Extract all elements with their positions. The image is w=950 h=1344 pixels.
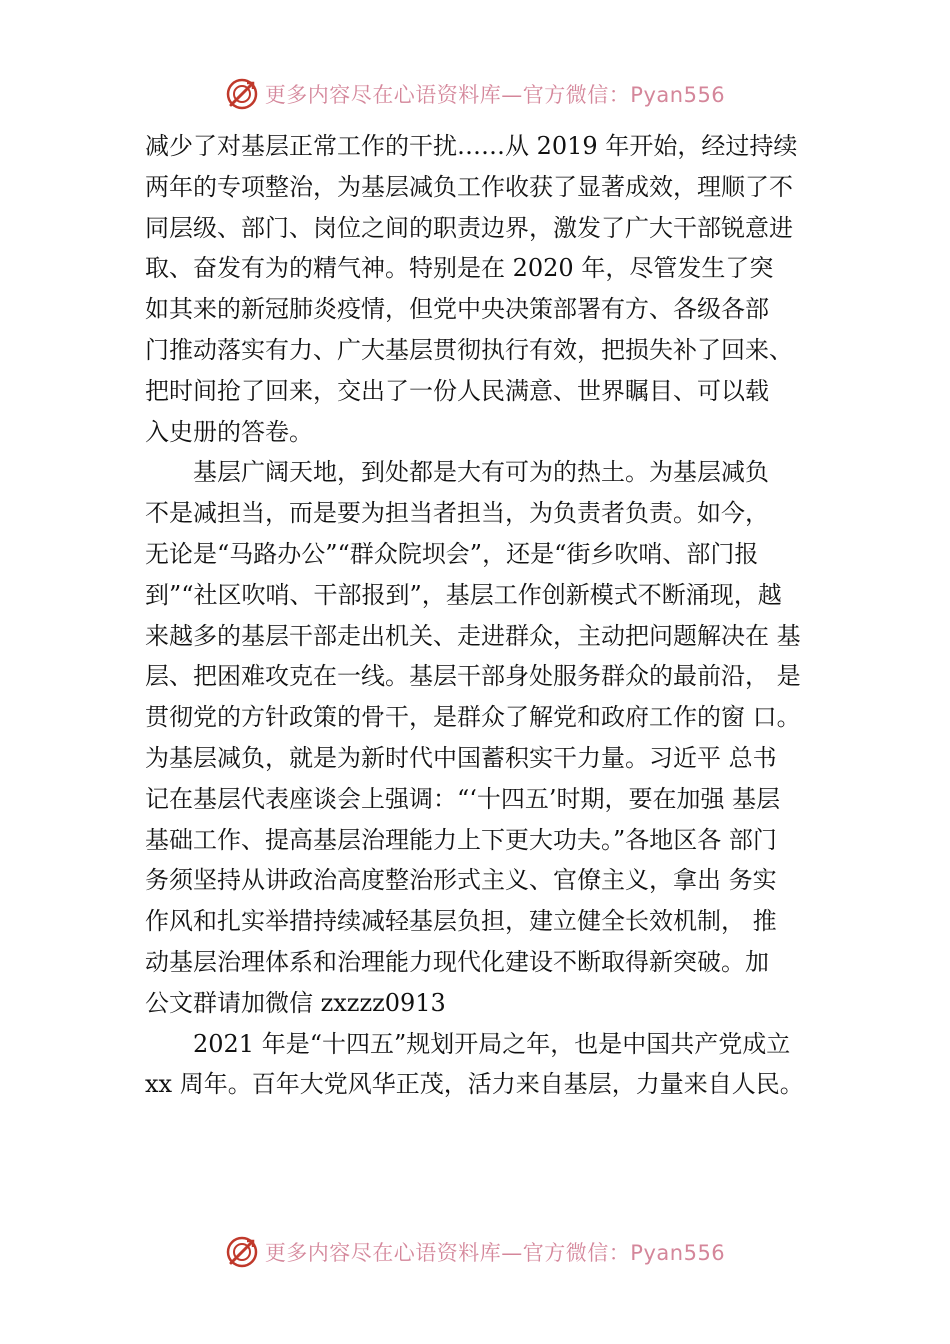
text-line: 动基层治理体系和治理能力现代化建设不断取得新突破。加 (145, 947, 769, 976)
text-line: 不是减担当，而是要为担当者担当，为负责者负责。如今， (145, 499, 769, 528)
header-banner-text: 更多内容尽在心语资料库—官方微信：Pyan556 (264, 83, 726, 107)
text-line: 减少了对基层正常工作的干扰……从 2019 年开始，经过持续 (145, 132, 798, 160)
text-line: 务须坚持从讲政治高度整治形式主义、官僚主义，拿出 务实 (145, 866, 777, 895)
text-line: 作风和扎实举措持续减轻基层负担，建立健全长效机制， 推 (145, 907, 777, 936)
text-line: 如其来的新冠肺炎疫情，但党中央决策部署有方、各级各部 (145, 295, 769, 324)
footer-banner-text: 更多内容尽在心语资料库—官方微信：Pyan556 (264, 1241, 726, 1265)
text-line: 无论是“马路办公”“群众院坝会”，还是“街乡吹哨、部门报 (145, 539, 759, 568)
text-line: 基层广阔天地，到处都是大有可为的热土。为基层减负 (145, 458, 769, 487)
logo-icon (225, 1235, 259, 1269)
text-line: 基础工作、提高基层治理能力上下更大功夫。”各地区各 部门 (145, 825, 777, 854)
text-line: 把时间抢了回来，交出了一份人民满意、世界瞩目、可以载 (145, 376, 769, 405)
footer-banner (0, 1230, 950, 1274)
text-line: xx 周年。百年大党风华正茂，活力来自基层，力量来自人民。 (145, 1070, 804, 1099)
text-line: 层、把困难攻克在一线。基层干部身处服务群众的最前沿， 是 (145, 662, 801, 691)
text-line: 入史册的答卷。 (145, 417, 313, 446)
text-line: 贯彻党的方针政策的骨干，是群众了解党和政府工作的窗 口。 (145, 703, 801, 732)
text-line: 到”“社区吹哨、干部报到”，基层工作创新模式不断涌现，越 (145, 580, 782, 609)
text-line: 两年的专项整治，为基层减负工作收获了显著成效，理顺了不 (145, 172, 793, 201)
text-line: 门推动落实有力、广大基层贯彻执行有效，把损失补了回来、 (145, 335, 793, 364)
document-body (145, 126, 825, 1105)
text-line: 记在基层代表座谈会上强调：“‘十四五’时期，要在加强 基层 (145, 784, 781, 813)
header-banner (0, 72, 950, 116)
text-line: 2021 年是“十四五”规划开局之年，也是中国共产党成立 (145, 1029, 791, 1058)
text-line: 来越多的基层干部走出机关、走进群众，主动把问题解决在 基 (145, 621, 801, 650)
text-line: 同层级、部门、岗位之间的职责边界，激发了广大干部锐意进 (145, 213, 793, 242)
text-line: 公文群请加微信 zxzzz0913 (145, 988, 446, 1017)
logo-icon (225, 77, 259, 111)
text-line: 为基层减负，就是为新时代中国蓄积实干力量。习近平 总书 (145, 743, 777, 772)
text-line: 取、奋发有为的精气神。特别是在 2020 年，尽管发生了突 (145, 254, 774, 283)
